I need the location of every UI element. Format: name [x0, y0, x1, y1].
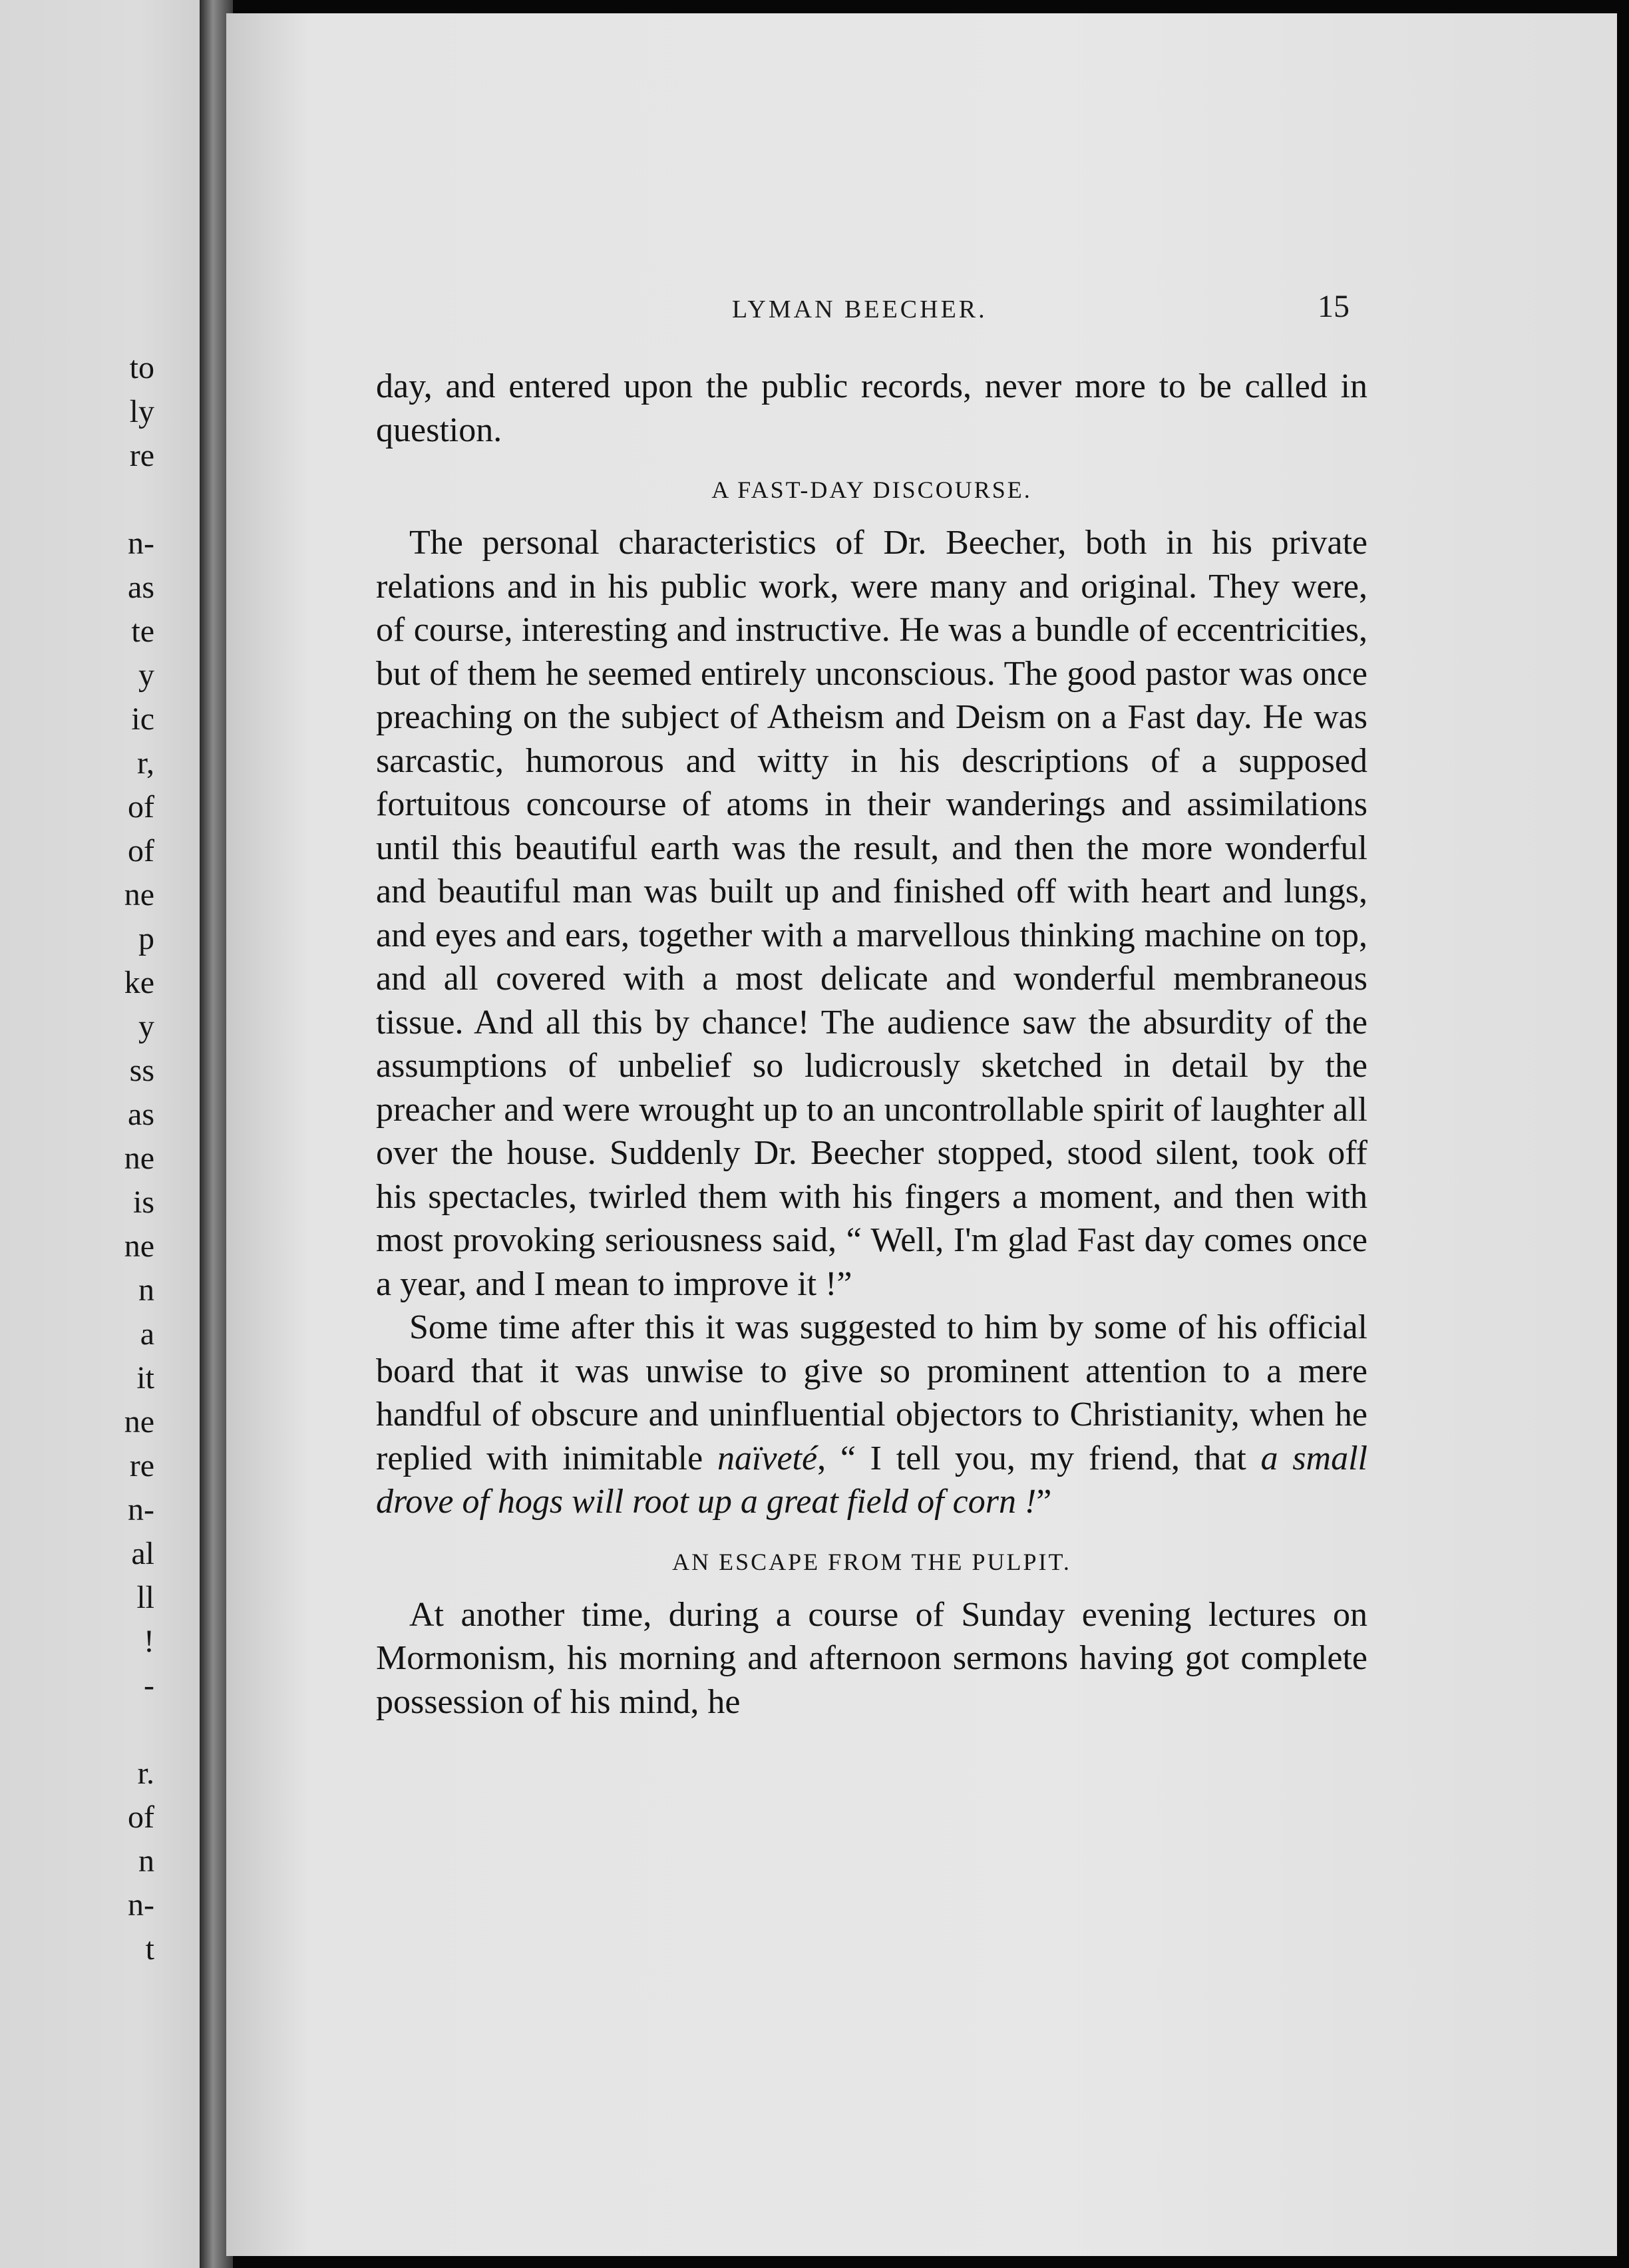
- naivete-italic: naïveté: [717, 1439, 818, 1477]
- paragraph-fast-day: The personal characteristics of Dr. Beecher, both in his private relations and in his public work, were many and original. They were, of course, interesting and instructive. He was a bundle of eccentricities, but of them he seemed entirely unconscious. The good pastor was once preaching on the subject of Atheism and Deism on a Fast day. He was sarcastic, humorous and witty in his descriptions of a supposed fortuitous concourse of atoms in their wanderings and assimilations until this beautiful earth was the result, and then the more wonderful and beautiful man was built up and finished off with heart and lungs, and eyes and ears, together with a marvellous thinking machine on top, and all covered with a most delicate and wonderful membraneous tissue. And all this by chance! The audience saw the absurdity of the assumptions of unbelief so ludicrously sketched in detail by the preacher and were wrought up to an uncontrollable spirit of laughter all over the house. Suddenly Dr. Beecher stopped, stood silent, took off his spectacles, twirled them with his fingers a moment, and then with most provoking seriousness said, “ Well, I'm glad Fast day comes once a year, and I mean to improve it !”: [376, 524, 1367, 1303]
- running-title: LYMAN BEECHER.: [732, 295, 988, 323]
- page-number: 15: [1318, 289, 1350, 324]
- left-fragment: as: [128, 570, 154, 605]
- paragraph-escape: At another time, during a course of Sunday evening lectures on Mormonism, his morning and afternoon sermons having got complete possession of his mind, he: [376, 1595, 1367, 1721]
- left-fragment: ne: [124, 1141, 154, 1176]
- left-fragment: ll: [136, 1580, 154, 1615]
- paragraph-hogs: [376, 1306, 1367, 1524]
- left-fragment: ne: [124, 877, 154, 912]
- left-fragment: n-: [128, 1887, 154, 1923]
- left-fragment: y: [138, 1009, 154, 1044]
- left-fragment: re: [129, 438, 154, 473]
- left-fragment: r.: [137, 1756, 154, 1791]
- paragraph-hogs-mid: , “ I tell you, my friend, that: [817, 1439, 1261, 1477]
- left-fragment: to: [129, 350, 154, 385]
- left-fragment: ke: [124, 965, 154, 1000]
- left-fragment: of: [128, 833, 154, 868]
- paragraph-hogs-start: Some time after this it was suggested to him by some of his official board that it was unwise to give so prominent attention to a mere handful of obscure and uninfluential objectors to Christianity, when he replied with inimitable: [376, 1308, 1367, 1477]
- left-fragment: n: [138, 1272, 154, 1308]
- left-fragment: ly: [129, 394, 154, 429]
- left-fragment: n-: [128, 526, 154, 561]
- left-fragment: ne: [124, 1404, 154, 1439]
- page-body: [376, 365, 1367, 1724]
- paragraph-hogs-end: ”: [1036, 1483, 1052, 1521]
- left-fragment: ic: [131, 701, 154, 737]
- left-fragment: is: [132, 1185, 154, 1220]
- left-fragment: t: [145, 1931, 154, 1967]
- left-fragment: r,: [136, 745, 154, 781]
- left-fragment: [0, 1708, 160, 1752]
- left-fragment: !: [144, 1624, 154, 1659]
- left-fragment: a: [140, 1316, 154, 1352]
- section-heading-fast-day: A FAST-DAY DISCOURSE.: [711, 476, 1032, 503]
- left-fragment: -: [144, 1668, 154, 1703]
- left-page-text-fragments: [0, 346, 160, 1971]
- left-fragment: as: [128, 1097, 154, 1132]
- left-fragment: of: [128, 1799, 154, 1835]
- left-fragment: [0, 478, 160, 522]
- left-fragment: y: [138, 658, 154, 693]
- left-fragment: te: [131, 614, 154, 649]
- left-fragment: al: [131, 1536, 154, 1571]
- left-fragment: ne: [124, 1228, 154, 1264]
- left-fragment: of: [128, 789, 154, 825]
- left-fragment: n: [138, 1843, 154, 1879]
- left-fragment: ss: [129, 1053, 154, 1088]
- left-fragment: n-: [128, 1492, 154, 1527]
- section-heading-escape: AN ESCAPE FROM THE PULPIT.: [672, 1548, 1071, 1575]
- left-fragment: p: [138, 921, 154, 956]
- left-facing-page: [0, 0, 200, 2268]
- hogs-quote-italic: a small drove of hogs will root up a great field of corn !: [376, 1439, 1367, 1521]
- left-fragment: re: [129, 1448, 154, 1483]
- opening-paragraph: day, and entered upon the public records, never more to be called in question.: [376, 367, 1367, 449]
- left-fragment: it: [136, 1360, 154, 1396]
